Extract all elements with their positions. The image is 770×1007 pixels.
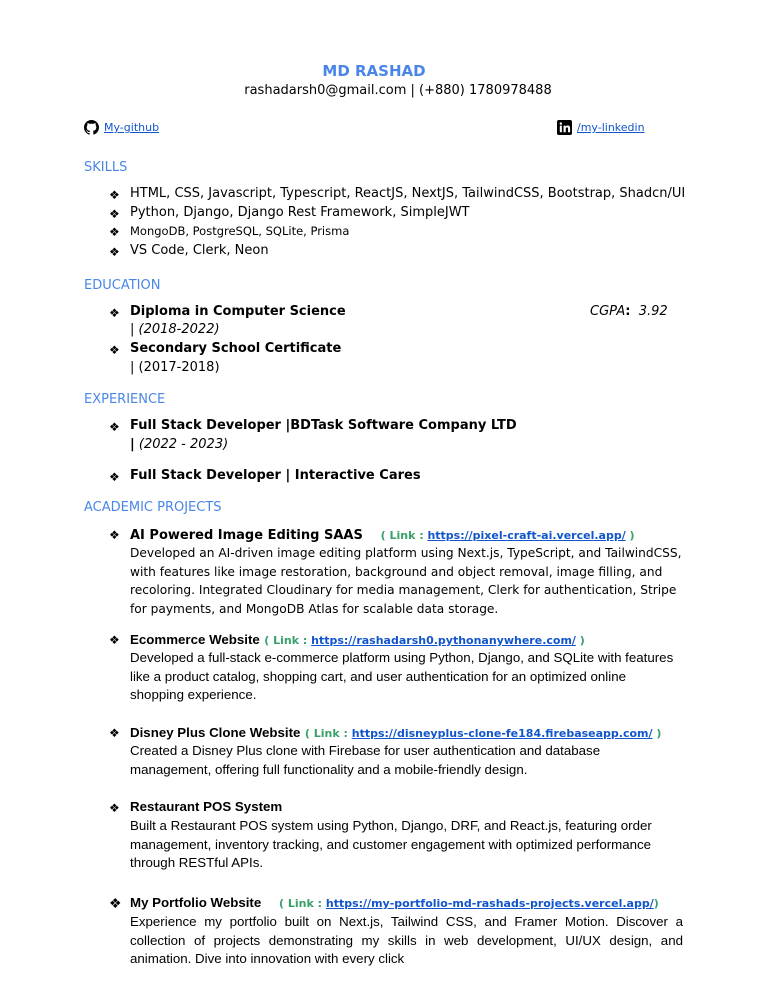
linkedin-icon [557,120,572,135]
candidate-name: MD RASHAD [322,62,426,80]
bullet-icon: ❖ [109,245,120,259]
skill-item: Python, Django, Django Rest Framework, SimpleJWT [130,205,470,220]
project-header: Ecommerce Website ( Link : https://rashadarsh0.pythonanywhere.com/ ) [130,632,585,647]
project-description: Built a Restaurant POS system using Python, Django, DRF, and React.js, featuring order management, inventory tracking, and customer engagement with optimized performance through RESTful APIs. [130,818,652,871]
project-link[interactable]: https://pixel-craft-ai.vercel.app/ [427,529,626,542]
project-description: Experience my portfolio built on Next.js, Tailwind CSS, and Framer Motion. Discover a collection of projects demonstrating my skills in web development, UI/UX design, and animation. Dive into innovation with every click [130,914,683,967]
project-header: My Portfolio Website ( Link : https://my-portfolio-md-rashads-projects.vercel.app/) [130,895,659,910]
bullet-icon: ❖ [109,801,120,815]
github-link[interactable]: My-github [104,121,160,134]
education-years: | (2018-2022) [130,322,220,337]
education-title: Secondary School Certificate [130,341,342,356]
project-description: Created a Disney Plus clone with Firebase for user authentication and database management, offering full functionality and a mobile-friendly design. [130,743,601,777]
experience-heading: EXPERIENCE [84,392,166,407]
bullet-icon: ❖ [109,420,120,434]
bullet-icon: ❖ [109,188,120,202]
bullet-icon: ❖ [109,207,120,221]
education-years: | (2017-2018) [130,360,220,375]
skill-item: HTML, CSS, Javascript, Typescript, ReactJS, NextJS, TailwindCSS, Bootstrap, Shadcn/UI [130,186,686,201]
skill-item: MongoDB, PostgreSQL, SQLite, Prisma [130,224,350,238]
education-heading: EDUCATION [84,278,161,293]
project-title: Disney Plus Clone Website [130,725,301,740]
experience-title: Full Stack Developer |BDTask Software Company LTD [130,418,517,433]
education-cgpa: CGPA: 3.92 [590,304,668,319]
project-description: Developed an AI-driven image editing platform using Next.js, TypeScript, and TailwindCSS, with features like image restoration, background and object removal, image filling, and recoloring. Integrated Cloudinary for media management, Clerk for authentication, Stripe for payments, and MongoDB Atlas for scalable data storage. [130,546,682,617]
bullet-icon: ❖ [109,726,120,740]
education-title: Diploma in Computer Science [130,304,346,319]
project-link[interactable]: https://disneyplus-clone-fe184.firebaseapp.com/ [351,727,653,740]
project-link[interactable]: https://rashadarsh0.pythonanywhere.com/ [311,634,576,647]
bullet-icon: ❖ [109,633,120,647]
skill-item: VS Code, Clerk, Neon [130,243,269,258]
bullet-icon: ❖ [109,470,120,484]
bullet-icon: ❖ [109,895,122,911]
github-icon [84,120,99,135]
project-header: Disney Plus Clone Website ( Link : https://disneyplus-clone-fe184.firebaseapp.com/ ) [130,725,662,740]
bullet-icon: ❖ [109,343,120,357]
experience-years: | (2022 - 2023) [130,437,229,452]
project-link[interactable]: https://my-portfolio-md-rashads-projects.vercel.app/ [325,897,654,910]
contact-line: rashadarsh0@gmail.com | (+880) 1780978488 [244,83,552,98]
project-title: AI Powered Image Editing SAAS [130,528,363,543]
experience-title: Full Stack Developer | Interactive Cares [130,468,421,483]
bullet-icon: ❖ [109,306,120,320]
bullet-icon: ❖ [109,225,120,239]
projects-heading: ACADEMIC PROJECTS [84,500,222,515]
project-header: AI Powered Image Editing SAAS ( Link : https://pixel-craft-ai.vercel.app/ ) [130,528,635,543]
project-title: Ecommerce Website [130,632,260,647]
project-description: Developed a full-stack e-commerce platform using Python, Django, and SQLite with features like a product catalog, shopping cart, and user authentication for an optimized online shopping experience. [130,650,674,703]
bullet-icon: ❖ [109,528,120,542]
skills-heading: SKILLS [84,160,128,175]
project-title: Restaurant POS System [130,799,283,814]
project-title: My Portfolio Website [130,895,262,910]
linkedin-link[interactable]: /my-linkedin [577,121,645,134]
